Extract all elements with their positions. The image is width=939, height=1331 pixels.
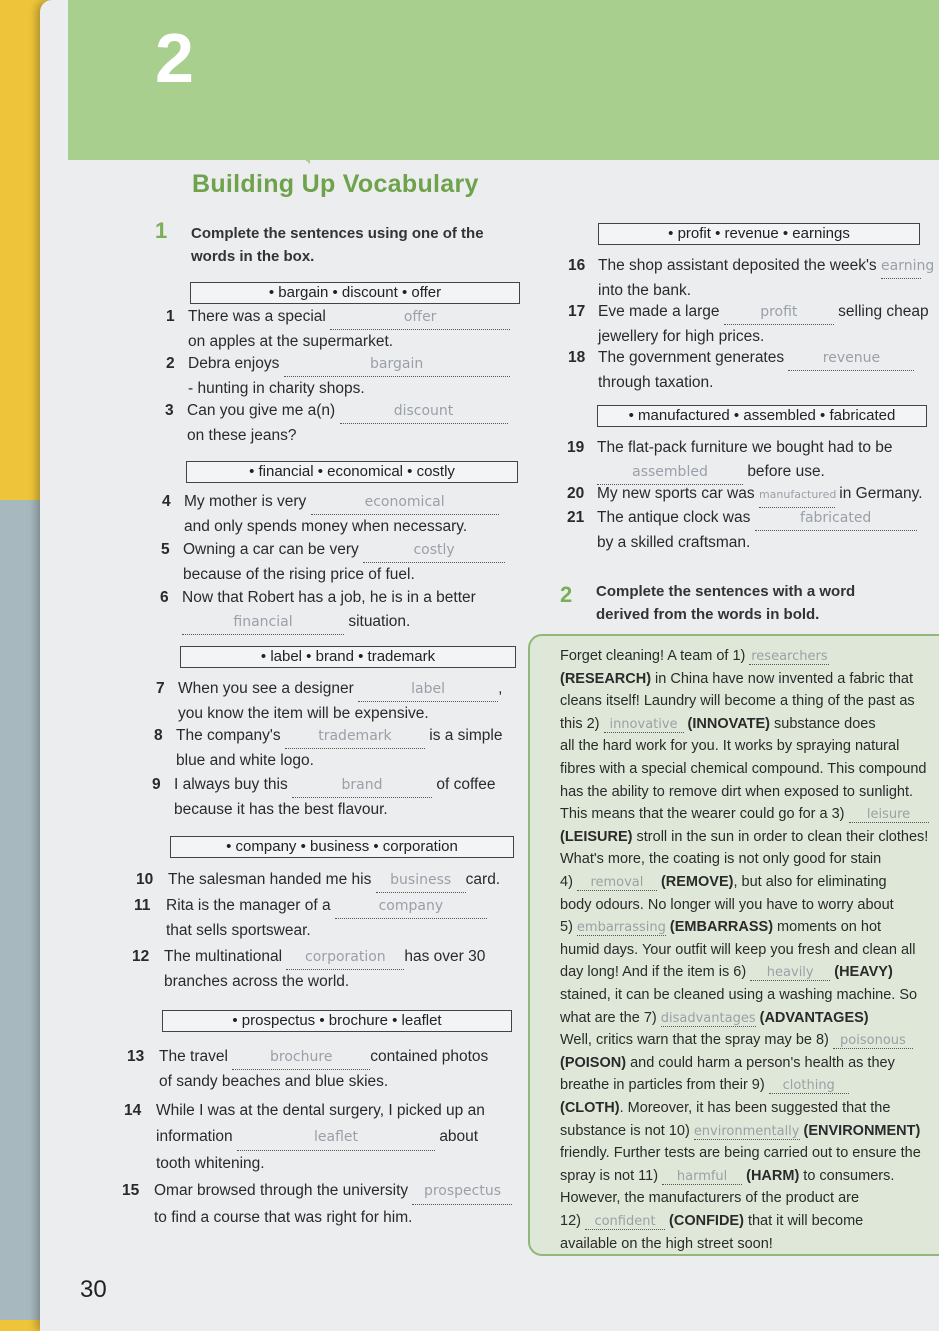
- answer-blank[interactable]: fabricated: [755, 506, 917, 531]
- answer-blank[interactable]: costly: [363, 538, 505, 563]
- answer-blank[interactable]: clothing: [769, 1078, 849, 1094]
- answer-blank[interactable]: brand: [292, 773, 432, 798]
- base-word: (REMOVE): [656, 874, 734, 890]
- word-box: • label • brand • trademark: [180, 646, 516, 668]
- answer-blank[interactable]: researchers: [751, 649, 828, 664]
- exercise-item: 10 The salesman handed me his business card.: [168, 868, 514, 893]
- exercise-item: 16 The shop assistant deposited the week's earning into the bank.: [598, 254, 933, 303]
- answer-blank[interactable]: confident: [585, 1214, 665, 1230]
- text-line: all the hard work for you. It works by spraying natural: [560, 738, 900, 755]
- exercise-2-instruction: Complete the sentences with a word derived from the words in bold.: [596, 583, 856, 623]
- base-word: (EMBARRASS): [665, 919, 774, 936]
- answer-blank[interactable]: harmful: [662, 1169, 742, 1185]
- exercise-item: 4 My mother is very economical and only spends money when necessary.: [184, 490, 516, 539]
- answer-blank[interactable]: revenue: [788, 346, 914, 371]
- exercise-item: 8 The company's trademark is a simple blue and white logo.: [176, 724, 520, 773]
- answer-blank[interactable]: economical: [311, 490, 499, 515]
- answer-blank[interactable]: manufactured: [759, 483, 835, 508]
- text-line: 5) embarrassing (EMBARRASS) moments on hot: [560, 919, 882, 936]
- text-line: (LEISURE) stroll in the sun in order to clean their clothes!: [560, 828, 929, 845]
- exercise-item: 2 Debra enjoys bargain - hunting in charity shops.: [188, 352, 518, 401]
- answer-blank[interactable]: embarrassing: [576, 920, 666, 936]
- text-line: 4) removal (REMOVE), but also for eliminating: [560, 874, 887, 890]
- answer-blank[interactable]: innovative: [604, 717, 684, 733]
- text-line: stained, it can be cleaned using a washing machine. So: [560, 987, 918, 1003]
- base-word: (RESEARCH): [560, 670, 652, 687]
- base-word: (HARM): [742, 1167, 800, 1184]
- header-notch: [245, 108, 310, 164]
- text-line: friendly. Further tests are being carried out to ensure the: [560, 1145, 921, 1162]
- exercise-1-number: 1: [155, 218, 168, 243]
- exercise-item: 13 The travel brochure contained photos of sandy beaches and blue skies.: [159, 1045, 519, 1094]
- section-title: Building Up Vocabulary: [192, 170, 479, 198]
- answer-blank[interactable]: business: [376, 868, 466, 893]
- exercise-item: 19 The flat-pack furniture we bought had to be assembled before use.: [597, 436, 932, 485]
- text-line: Forget cleaning! A team of 1) researchers: [560, 648, 828, 664]
- text-line: (CLOTH). Moreover, it has been suggested that the: [560, 1100, 891, 1116]
- text-line: However, the manufacturers of the product are: [560, 1190, 860, 1207]
- answer-blank[interactable]: removal: [577, 875, 657, 891]
- answer-blank[interactable]: leaflet: [237, 1124, 435, 1151]
- text-line: fibres with a special chemical compound. This compound: [560, 761, 927, 777]
- exercise-item: 3 Can you give me a(n) discount on these jeans?: [187, 399, 517, 448]
- exercise-item: 11 Rita is the manager of a company that sells sportswear.: [166, 894, 514, 943]
- exercise-item: 18 The government generates revenue through taxation.: [598, 346, 933, 395]
- answer-blank[interactable]: bargain: [284, 352, 510, 377]
- answer-blank[interactable]: poisonous: [833, 1033, 913, 1049]
- exercise-1-instruction: Complete the sentences using one of the words in the box.: [191, 225, 484, 265]
- text-line: available on the high street soon!: [560, 1235, 773, 1252]
- word-box: • bargain • discount • offer: [190, 282, 520, 304]
- word-box: • prospectus • brochure • leaflet: [162, 1010, 512, 1032]
- base-word: (CLOTH): [560, 1100, 620, 1116]
- exercise-item: 12 The multinational corporation has over 30 branches across the world.: [164, 945, 520, 994]
- text-line: Well, critics warn that the spray may be 8) poisonous: [560, 1032, 913, 1049]
- base-word: (ENVIRONMENT): [799, 1122, 921, 1139]
- text-line: What's more, the coating is not only good for stain: [560, 851, 882, 868]
- answer-blank[interactable]: leisure: [849, 807, 929, 823]
- answer-blank[interactable]: offer: [330, 305, 510, 330]
- answer-blank[interactable]: trademark: [285, 724, 425, 749]
- unit-header-band: [68, 0, 939, 160]
- text-line: day long! And if the item is 6) heavily (HEAVY): [560, 964, 893, 981]
- word-box: • company • business • corporation: [170, 836, 514, 858]
- exercise-item: 1 There was a special offer on apples at the supermarket.: [188, 305, 518, 354]
- text-line: what are the 7) disadvantages (ADVANTAGES): [560, 1009, 869, 1026]
- exercise-item: 14 While I was at the dental surgery, I picked up an information leaflet about tooth whitening.: [124, 1102, 485, 1172]
- answer-blank[interactable]: financial: [182, 610, 344, 635]
- answer-blank[interactable]: discount: [340, 399, 508, 424]
- text-line: substance is not 10) environmentally (ENVIRONMENT): [560, 1122, 921, 1139]
- text-line: cleans itself! Laundry will become a thing of the past as: [560, 693, 915, 710]
- exercise-item: 17 Eve made a large profit selling cheap jewellery for high prices.: [598, 300, 933, 349]
- base-word: (CONFIDE): [665, 1213, 744, 1229]
- word-box: • profit • revenue • earnings: [598, 223, 920, 245]
- word-box: • manufactured • assembled • fabricated: [597, 405, 927, 427]
- text-line: This means that the wearer could go for a 3) leisure: [560, 806, 929, 823]
- base-word: (HEAVY): [830, 964, 893, 981]
- answer-blank[interactable]: environmentally: [693, 1123, 800, 1139]
- text-line: (RESEARCH) in China have now invented a fabric that: [560, 670, 914, 687]
- word-box: • financial • economical • costly: [186, 461, 518, 483]
- exercise-item: 6 Now that Robert has a job, he is in a better financial situation.: [182, 586, 522, 635]
- answer-blank[interactable]: earning: [881, 254, 921, 279]
- answer-blank[interactable]: corporation: [286, 945, 404, 970]
- exercise-2-number: 2: [560, 582, 573, 607]
- exercise-item: 7 When you see a designer label , you know the item will be expensive.: [178, 677, 514, 726]
- text-line: (POISON) and could harm a person's health as they: [560, 1054, 895, 1071]
- page-number: 30: [80, 1276, 107, 1303]
- answer-blank[interactable]: profit: [724, 300, 834, 325]
- exercise-item: 9 I always buy this brand of coffee because it has the best flavour.: [174, 773, 520, 822]
- unit-number: 2: [155, 19, 194, 97]
- text-line: has the ability to remove dirt when exposed to sunlight.: [560, 783, 914, 800]
- text-line: 12) confident (CONFIDE) that it will become: [560, 1213, 864, 1229]
- answer-blank[interactable]: label: [358, 677, 498, 702]
- answer-blank[interactable]: assembled: [597, 460, 743, 485]
- text-line: body odours. No longer will you have to worry about: [560, 896, 894, 913]
- base-word: (ADVANTAGES): [755, 1009, 869, 1026]
- text-line: humid days. Your outfit will keep you fresh and clean all: [560, 941, 916, 958]
- text-line: this 2) innovative (INNOVATE) substance does: [560, 715, 876, 732]
- answer-blank[interactable]: disadvantages: [660, 1010, 756, 1026]
- text-line: breathe in particles from their 9) clothing: [560, 1077, 849, 1094]
- exercise-item: 5 Owning a car can be very costly because of the rising price of fuel.: [183, 538, 517, 587]
- base-word: (INNOVATE): [683, 715, 770, 732]
- text-line: spray is not 11) harmful (HARM) to consumers.: [560, 1167, 895, 1184]
- exercise-item: 15 Omar browsed through the university prospectus to find a course that was right for him.: [154, 1178, 574, 1231]
- exercise-item: 21 The antique clock was fabricated by a skilled craftsman.: [597, 506, 932, 555]
- answer-blank[interactable]: prospectus: [412, 1178, 512, 1205]
- answer-blank[interactable]: brochure: [232, 1045, 370, 1070]
- base-word: (POISON): [560, 1054, 627, 1071]
- answer-blank[interactable]: company: [335, 894, 487, 919]
- base-word: (LEISURE): [560, 828, 633, 845]
- answer-blank[interactable]: heavily: [750, 965, 830, 981]
- exercise-item: 20 My new sports car was manufactured in Germany.: [597, 482, 932, 508]
